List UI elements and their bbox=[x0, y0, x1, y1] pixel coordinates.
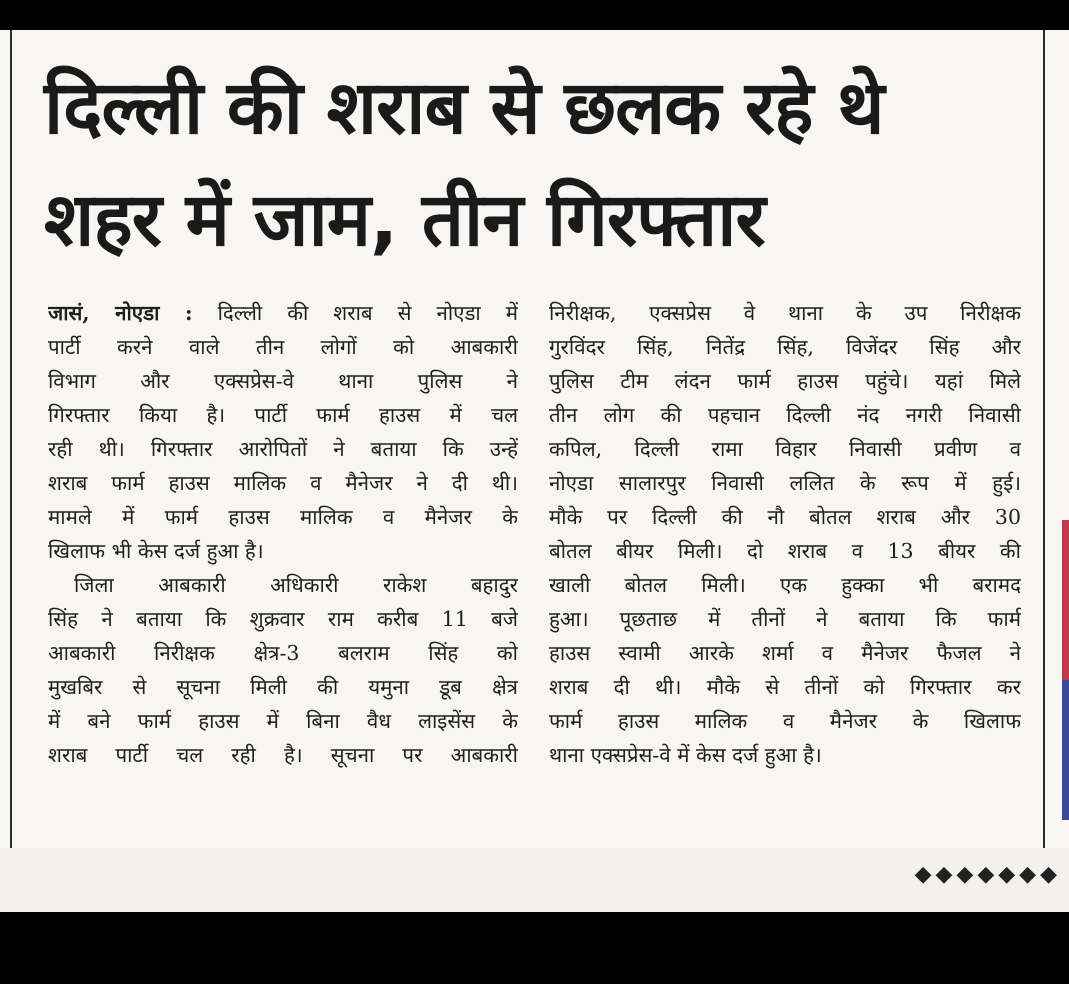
column-line: पार्टी करने वाले तीन लोगों को आबकारी bbox=[48, 335, 518, 359]
bottom-margin-band bbox=[0, 848, 1069, 912]
column-line: खाली बोतल मिली। एक हुक्का भी बरामद bbox=[549, 573, 1021, 597]
column-line: बोतल बीयर मिली। दो शराब व 13 बीयर की bbox=[549, 539, 1021, 563]
column-line: शराब दी थी। मौके से तीनों को गिरफ्तार कर bbox=[549, 675, 1021, 699]
column-line: जिला आबकारी अधिकारी राकेश बहादुर bbox=[74, 573, 518, 597]
newspaper-clipping bbox=[0, 30, 1069, 848]
dateline: जासं, नोएडा : bbox=[48, 301, 193, 325]
article-headline bbox=[44, 52, 1034, 276]
end-ornament-icon: ◆◆◆◆◆◆◆ bbox=[914, 862, 1061, 887]
column-line: रही थी। गिरफ्तार आरोपितों ने बताया कि उन्हें bbox=[48, 437, 518, 461]
column-line: नोएडा सालारपुर निवासी ललित के रूप में हुई। bbox=[549, 471, 1021, 495]
column-line: खिलाफ भी केस दर्ज हुआ है। bbox=[48, 539, 264, 563]
adjacent-page-edge-red bbox=[1062, 520, 1069, 680]
column-line: गिरफ्तार किया है। पार्टी फार्म हाउस में चल bbox=[48, 403, 518, 427]
column-line: आबकारी निरीक्षक क्षेत्र-3 बलराम सिंह को bbox=[48, 641, 518, 665]
column-line: हुआ। पूछताछ में तीनों ने बताया कि फार्म bbox=[549, 607, 1021, 631]
right-column-rule bbox=[1043, 30, 1045, 848]
column-line: मौके पर दिल्ली की नौ बोतल शराब और 30 bbox=[549, 505, 1021, 529]
column-line: कपिल, दिल्ली रामा विहार निवासी प्रवीण व bbox=[549, 437, 1021, 461]
column-line: मुखबिर से सूचना मिली की यमुना डूब क्षेत्र bbox=[48, 675, 518, 699]
headline-line-2: शहर में जाम, तीन गिरफ्तार bbox=[44, 177, 765, 263]
column-line: निरीक्षक, एक्सप्रेस वे थाना के उप निरीक्षक bbox=[549, 301, 1021, 325]
article-column-right bbox=[549, 296, 1021, 772]
left-column-rule bbox=[10, 30, 12, 848]
column-line: फार्म हाउस मालिक व मैनेजर के खिलाफ bbox=[549, 709, 1021, 733]
column-line: तीन लोग की पहचान दिल्ली नंद नगरी निवासी bbox=[549, 403, 1021, 427]
headline-line-1: दिल्ली की शराब से छलक रहे थे bbox=[44, 65, 884, 151]
adjacent-page-edge-blue bbox=[1062, 680, 1069, 820]
column-line: हाउस स्वामी आरके शर्मा व मैनेजर फैजल ने bbox=[549, 641, 1021, 665]
column-line bbox=[48, 296, 518, 330]
column-line: विभाग और एक्सप्रेस-वे थाना पुलिस ने bbox=[48, 369, 518, 393]
column-line-text: दिल्ली की शराब से नोएडा में bbox=[192, 301, 518, 325]
column-line: शराब फार्म हाउस मालिक व मैनेजर ने दी थी। bbox=[48, 471, 518, 495]
column-line: शराब पार्टी चल रही है। सूचना पर आबकारी bbox=[48, 743, 518, 767]
article-column-left bbox=[48, 296, 518, 772]
column-line: थाना एक्सप्रेस-वे में केस दर्ज हुआ है। bbox=[549, 743, 822, 767]
bottom-black-bar bbox=[0, 912, 1069, 984]
column-line: पुलिस टीम लंदन फार्म हाउस पहुंचे। यहां मिले bbox=[549, 369, 1021, 393]
column-line: सिंह ने बताया कि शुक्रवार राम करीब 11 बजे bbox=[48, 607, 518, 631]
top-black-bar bbox=[0, 0, 1069, 30]
column-line: में बने फार्म हाउस में बिना वैध लाइसेंस के bbox=[48, 709, 518, 733]
column-line: गुरविंदर सिंह, नितेंद्र सिंह, विजेंदर सिंह और bbox=[549, 335, 1021, 359]
column-line: मामले में फार्म हाउस मालिक व मैनेजर के bbox=[48, 505, 518, 529]
